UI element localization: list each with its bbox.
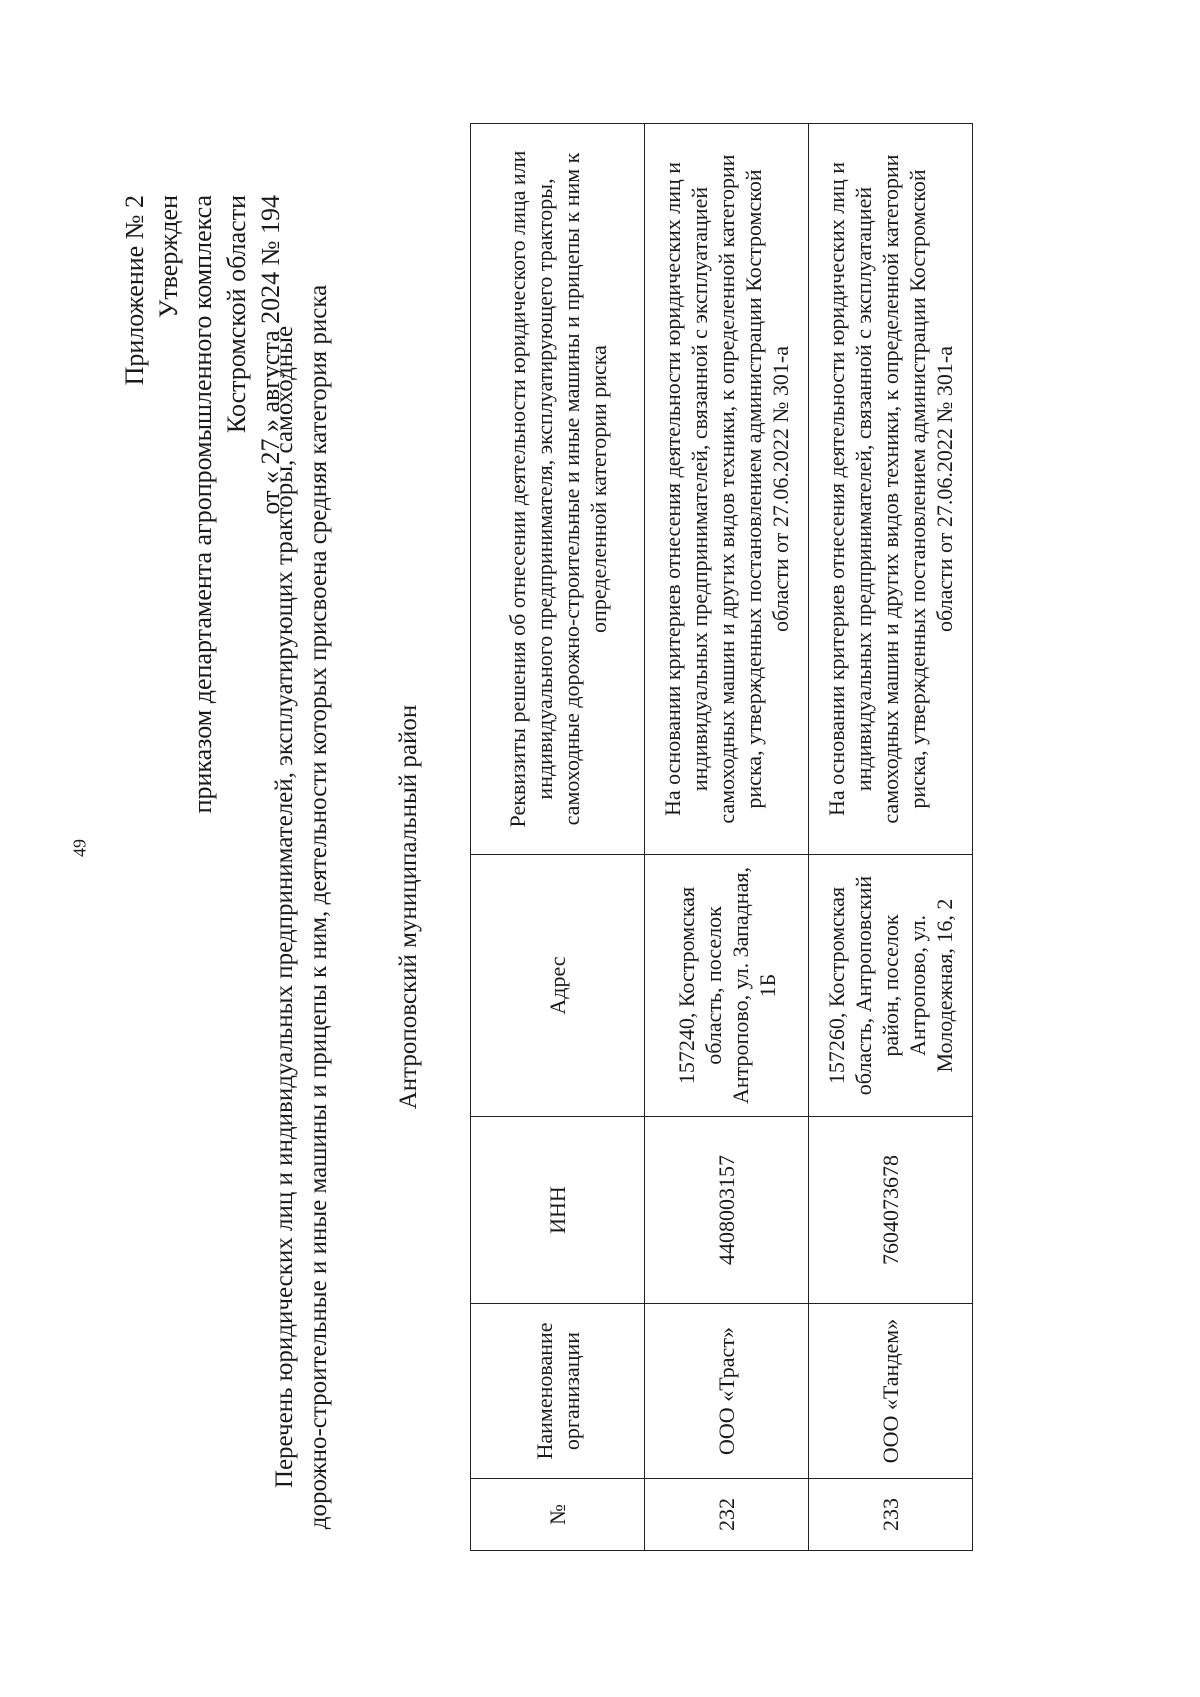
row-name: ООО «Траст»: [645, 1304, 809, 1479]
appendix-label: Приложение № 2: [120, 195, 149, 386]
heading-line-1: Перечень юридических лиц и индивидуальных предпринимателей, эксплуатирующих тракторы, самоходные: [271, 325, 298, 1489]
row-num: 232: [645, 1479, 809, 1551]
row-inn: 4408003157: [645, 1117, 809, 1304]
row-details: На основании критериев отнесения деятельности юридических лиц и индивидуальных предпринимателей, связанной с эксплуатацией самоходных машин и других видов техники, к определенной категории риска, утвержденных постановлением администрации Костромской области от 27.06.2022 № 301-а: [645, 124, 809, 855]
approval-block: [118, 195, 288, 813]
row-inn: 7604073678: [809, 1117, 973, 1304]
row-details: На основании критериев отнесения деятельности юридических лиц и индивидуальных предпринимателей, связанной с эксплуатацией самоходных машин и других видов техники, к определенной категории риска, утвержденных постановлением администрации Костромской области от 27.06.2022 № 301-а: [809, 124, 973, 855]
table-header-row: [471, 124, 645, 1551]
table-row: [645, 124, 809, 1551]
organizations-table: [470, 123, 973, 1551]
row-address: 157260, Костромская область, Антроповский район, поселок Антропово, ул. Молодежная, 16, 2: [809, 855, 973, 1117]
approval-region: Костромской области: [222, 195, 251, 434]
heading-line-2: дорожно-строительные и иные машины и прицепы к ним, деятельности которых присвоена средняя категория риска: [305, 284, 332, 1530]
approval-order: приказом департамента агропромышленного комплекса: [188, 195, 217, 814]
approval-date: от « 27 » августа 2024 № 194: [256, 195, 285, 515]
header-num: №: [471, 1479, 645, 1551]
page-number: 49: [69, 839, 90, 857]
table-row: [809, 124, 973, 1551]
document-heading: [268, 227, 336, 1587]
header-name: Наименование организации: [471, 1304, 645, 1479]
district-title: Антроповский муниципальный район: [395, 704, 422, 1110]
row-name: ООО «Тандем»: [809, 1304, 973, 1479]
row-address: 157240, Костромская область, поселок Антропово, ул. Западная, 1Б: [645, 855, 809, 1117]
approved-label: Утвержден: [154, 195, 183, 319]
header-inn: ИНН: [471, 1117, 645, 1304]
header-address: Адрес: [471, 855, 645, 1117]
row-num: 233: [809, 1479, 973, 1551]
header-details: Реквизиты решения об отнесении деятельности юридического лица или индивидуального предпринимателя, эксплуатирующего тракторы, самоходные дорожно-строительные и иные машины и прицепы к ним к определенной категории риска: [471, 124, 645, 855]
